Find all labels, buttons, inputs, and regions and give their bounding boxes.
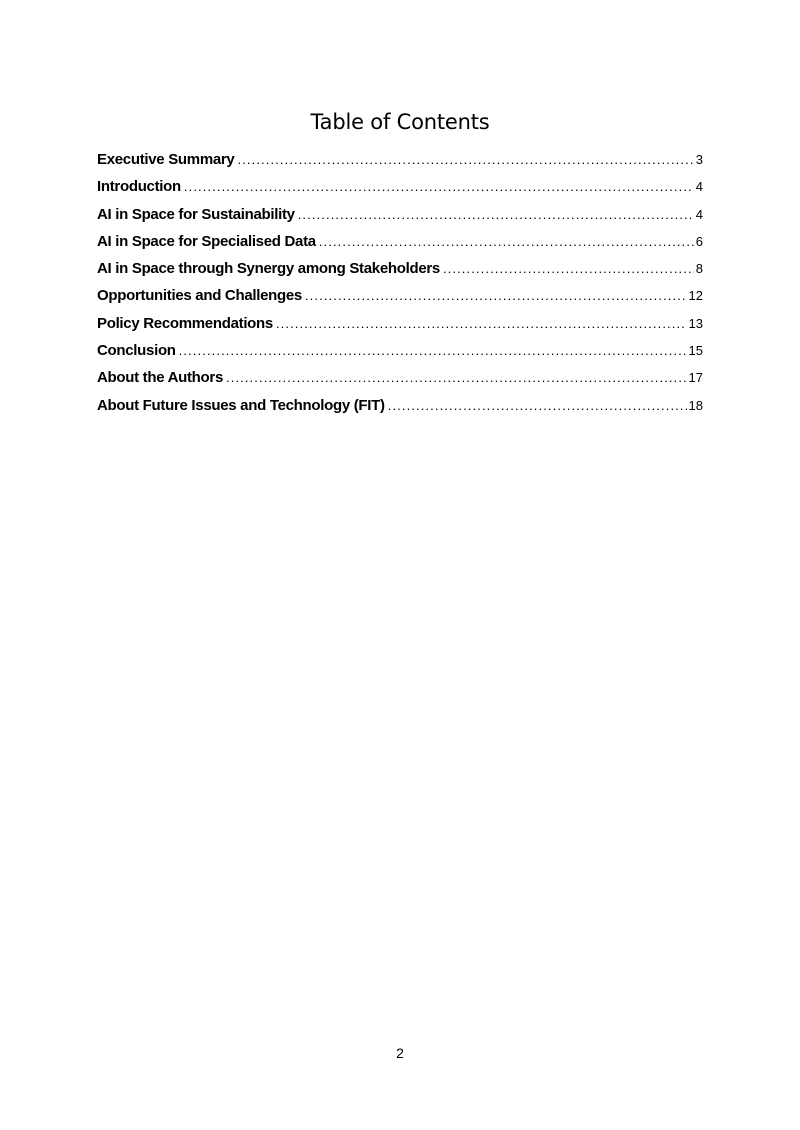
toc-dot-leader (184, 177, 694, 197)
table-of-contents (97, 150, 703, 423)
page-number: 2 (396, 1045, 404, 1061)
toc-entry-label[interactable]: About the Authors (97, 369, 223, 387)
toc-dot-leader (226, 368, 687, 388)
toc-entry-label[interactable]: AI in Space through Synergy among Stakeholders (97, 260, 440, 278)
toc-entry-page: 12 (688, 288, 703, 304)
toc-entry-page: 17 (688, 370, 703, 386)
toc-entry-page: 4 (695, 179, 703, 195)
toc-dot-leader (388, 396, 687, 416)
toc-entry-policy-recommendations[interactable] (97, 314, 703, 341)
toc-entry-label[interactable]: About Future Issues and Technology (FIT) (97, 396, 385, 414)
toc-dot-leader (443, 259, 694, 279)
toc-entry-ai-synergy[interactable] (97, 259, 703, 286)
toc-entry-page: 4 (695, 206, 703, 222)
toc-entry-page: 18 (688, 397, 703, 413)
toc-dot-leader (237, 150, 693, 170)
toc-entry-page: 6 (695, 233, 703, 249)
toc-entry-label[interactable]: Introduction (97, 178, 181, 196)
toc-entry-ai-specialised-data[interactable] (97, 232, 703, 259)
toc-dot-leader (179, 341, 687, 361)
toc-entry-executive-summary[interactable] (97, 150, 703, 177)
toc-entry-ai-sustainability[interactable] (97, 205, 703, 232)
toc-entry-label[interactable]: AI in Space for Specialised Data (97, 232, 316, 250)
toc-entry-label[interactable]: AI in Space for Sustainability (97, 205, 295, 223)
toc-entry-about-authors[interactable] (97, 368, 703, 395)
toc-entry-page: 8 (695, 261, 703, 277)
toc-entry-page: 3 (695, 152, 703, 167)
toc-entry-opportunities-challenges[interactable] (97, 286, 703, 313)
toc-entry-label[interactable]: Executive Summary (97, 151, 235, 168)
toc-entry-introduction[interactable] (97, 177, 703, 204)
page-title: Table of Contents (310, 110, 490, 135)
toc-entry-page: 15 (688, 343, 703, 359)
toc-entry-page: 13 (688, 315, 703, 331)
toc-dot-leader (305, 286, 687, 306)
toc-entry-conclusion[interactable] (97, 341, 703, 368)
toc-dot-leader (319, 232, 694, 252)
toc-entry-label[interactable]: Policy Recommendations (97, 314, 273, 332)
toc-entry-about-fit[interactable] (97, 396, 703, 423)
toc-dot-leader (276, 314, 687, 334)
toc-entry-label[interactable]: Conclusion (97, 342, 176, 360)
toc-entry-label[interactable]: Opportunities and Challenges (97, 287, 302, 305)
toc-dot-leader (298, 205, 694, 225)
